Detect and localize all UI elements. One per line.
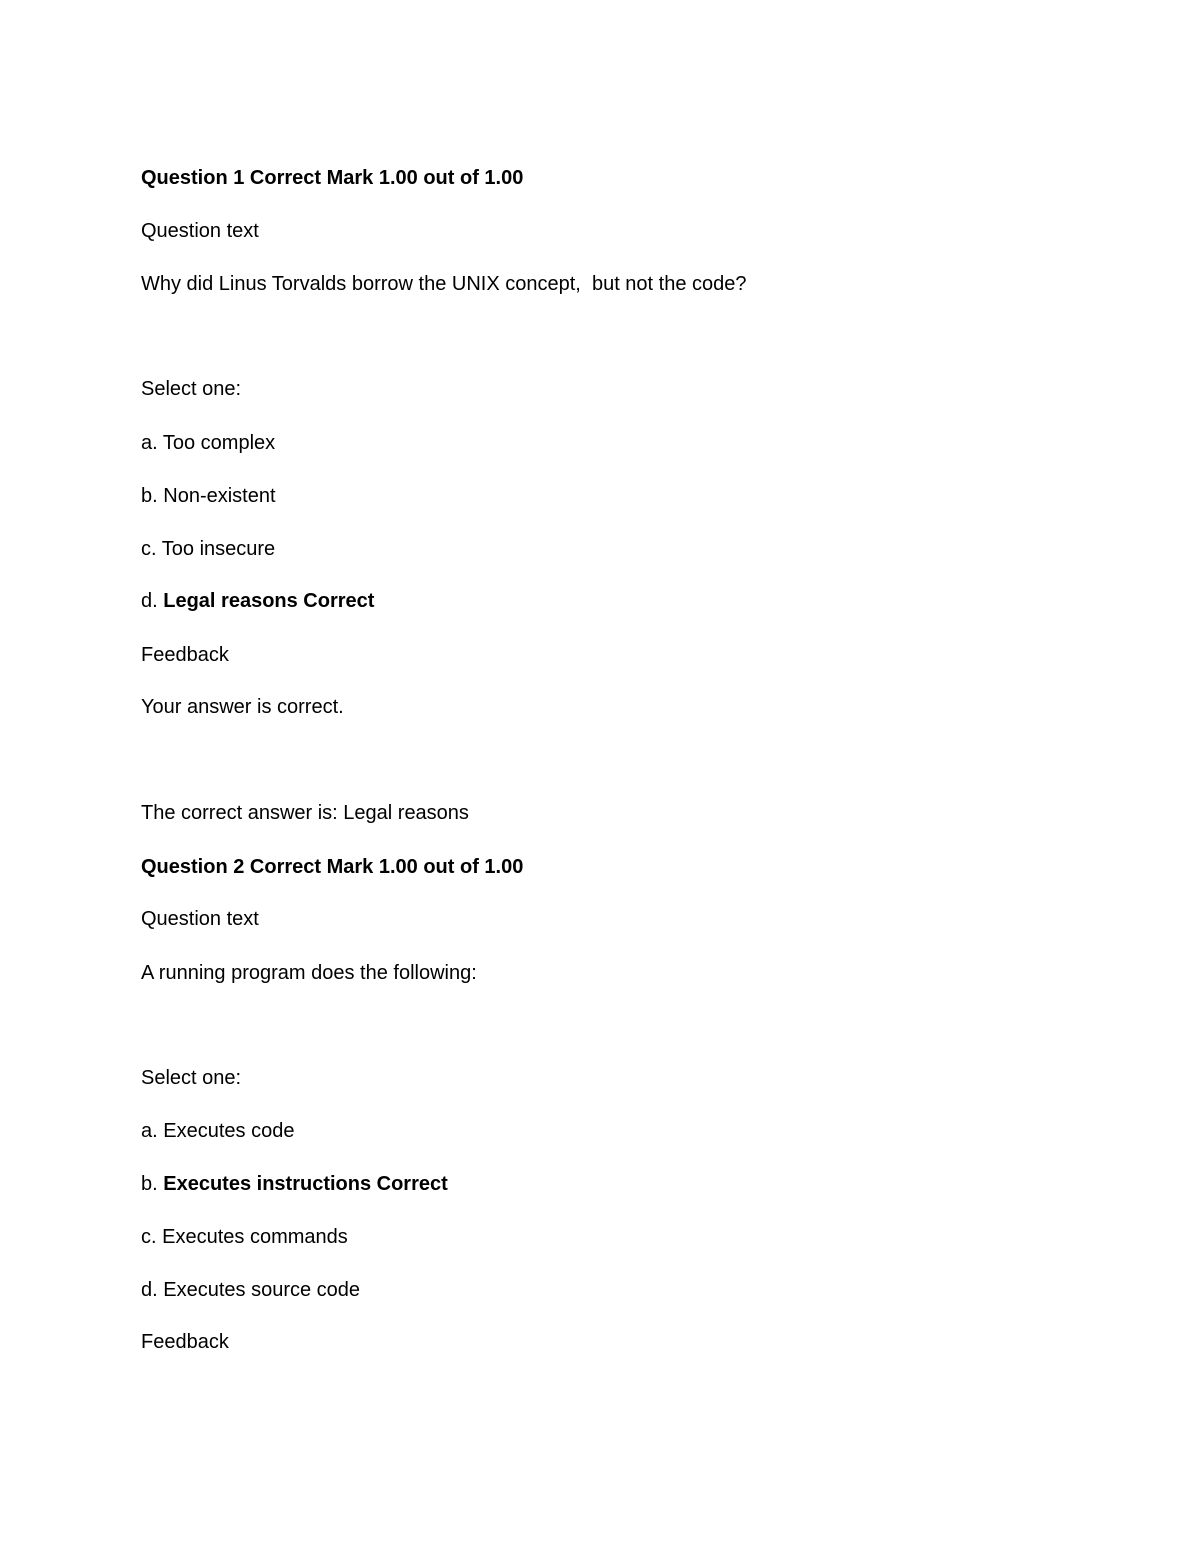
- option-prefix: a.: [141, 432, 163, 454]
- question-1-correct-answer: The correct answer is: Legal reasons: [141, 802, 469, 824]
- question-2-prompt: A running program does the following:: [141, 962, 477, 984]
- question-1-option-c: [141, 537, 275, 561]
- question-1-option-d: [141, 589, 374, 613]
- option-text: Executes commands: [162, 1226, 348, 1248]
- question-1-header: Question 1 Correct Mark 1.00 out of 1.00: [141, 167, 524, 189]
- option-prefix: d.: [141, 590, 164, 612]
- option-text-correct: Legal reasons Correct: [163, 590, 375, 612]
- option-prefix: b.: [141, 485, 164, 507]
- question-2-option-a: [141, 1119, 294, 1143]
- option-text: Too insecure: [161, 538, 276, 560]
- option-prefix: c.: [141, 538, 162, 560]
- question-2-option-c: [141, 1225, 348, 1249]
- question-1-feedback-label: Feedback: [141, 644, 229, 666]
- option-prefix: a.: [141, 1120, 164, 1142]
- option-prefix: b.: [141, 1173, 164, 1195]
- option-prefix: c.: [141, 1226, 163, 1248]
- option-prefix: d.: [141, 1279, 164, 1301]
- question-2-select-label: Select one:: [141, 1067, 242, 1089]
- question-1-prompt: Why did Linus Torvalds borrow the UNIX concept, but not the code?: [141, 273, 747, 295]
- question-1-text-label: Question text: [141, 220, 259, 242]
- option-text: Non-existent: [163, 485, 276, 507]
- option-text: Too complex: [162, 432, 276, 454]
- option-text-correct: Executes instructions Correct: [163, 1173, 448, 1195]
- question-1-feedback-text: Your answer is correct.: [141, 696, 344, 718]
- question-1-select-label: Select one:: [141, 378, 242, 400]
- question-1-option-b: [141, 484, 276, 508]
- option-text: Executes source code: [163, 1279, 361, 1301]
- question-2-option-d: [141, 1278, 360, 1302]
- question-2-feedback-label: Feedback: [141, 1331, 229, 1353]
- option-text: Executes code: [163, 1120, 295, 1142]
- question-2-option-b: [141, 1172, 448, 1196]
- question-2-text-label: Question text: [141, 908, 259, 930]
- question-1-option-a: [141, 431, 275, 455]
- question-2-header: Question 2 Correct Mark 1.00 out of 1.00: [141, 856, 524, 878]
